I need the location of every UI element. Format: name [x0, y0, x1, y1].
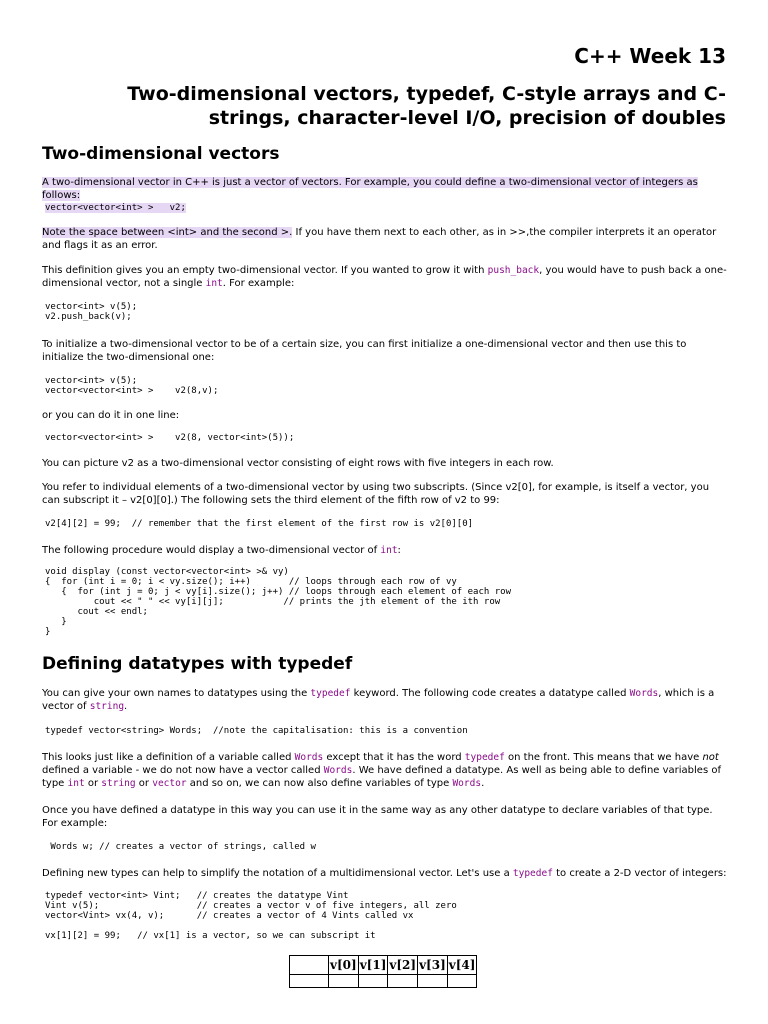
highlighted-text: A two-dimensional vector in C++ is just a vector of vectors. For example, you could define a two-dimensional vector of integers as follows:: [42, 177, 698, 201]
code-block: vx[1][2] = 99; // vx[1] is a vector, so we can subscript it: [45, 931, 376, 941]
paragraph: To initialize a two-dimensional vector to be of a certain size, you can first initialize a one-dimensional vector and then use this to initialize the two-dimensional one:: [42, 339, 687, 363]
paragraph: This looks just like a definition of a variable called Words except that it has the word typedef on the front. This means that we have not defined a variable - we do not now have a vector called Words. We have defined a datatype. As well as being able to define variables of type int or string or vector and so on, we can now also define variables of type Words.: [42, 752, 721, 789]
code-keyword: typedef: [464, 752, 505, 763]
section-heading-2d-vectors: Two-dimensional vectors: [42, 144, 280, 164]
page-subtitle: Two-dimensional vectors, typedef, C-style arrays and C-strings, character-level I/O, precision of doubles: [127, 83, 726, 129]
code-block: Words w; // creates a vector of strings, called w: [45, 842, 316, 852]
paragraph: This definition gives you an empty two-dimensional vector. If you wanted to grow it with push_back, you would have to push back a one-dimensional vector, not a single int. For example:: [42, 265, 727, 289]
table-header-cell: v[4]: [447, 956, 477, 975]
paragraph: The following procedure would display a two-dimensional vector of int:: [42, 545, 401, 556]
code-block: v2[4][2] = 99; // remember that the first element of the first row is v2[0][0]: [45, 519, 474, 529]
paragraph: Note the space between <int> and the second >. If you have them next to each other, as in >>,the compiler interprets it an operator and flags it as an error.: [42, 227, 717, 251]
code-keyword: int: [380, 545, 398, 556]
code-keyword: string: [101, 778, 136, 789]
table-header-cell: v[0]: [329, 956, 359, 975]
code-block: void display (const vector<vector<int> >& vy) { for (int i = 0; i < vy.size(); i++) // loops through each row of vy { for (int j = 0; j < vy[i].size(); j++) // loops through each element of each row cout << " " << vy[i][j]; // prints the jth element of the ith row cout << endl; } }: [45, 567, 511, 637]
section-heading-typedef: Defining datatypes with typedef: [42, 654, 353, 674]
code-keyword: string: [89, 701, 125, 712]
code-block: typedef vector<string> Words; //note the capitalisation: this is a convention: [45, 726, 468, 736]
code-keyword: Words: [629, 688, 659, 699]
paragraph: You can give your own names to datatypes using the typedef keyword. The following code creates a datatype called Words, which is a vector of string.: [42, 688, 715, 712]
table-cell-empty: [447, 975, 477, 988]
code-keyword: typedef: [512, 868, 553, 879]
table-cell-empty: [329, 975, 359, 988]
table-header-cell: v[3]: [418, 956, 448, 975]
table-cell-empty: [418, 975, 448, 988]
code-block: vector<vector<int> > v2(8, vector<int>(5));: [45, 433, 295, 443]
highlighted-text: Note the space between <int> and the second >.: [42, 227, 293, 238]
code-keyword: Words: [294, 752, 324, 763]
table-cell-empty: [388, 975, 418, 988]
paragraph: [42, 176, 728, 202]
code-block: vector<int> v(5); vector<vector<int> > v2(8,v);: [45, 376, 219, 396]
code-keyword: typedef: [310, 688, 351, 699]
code-block: vector<int> v(5); v2.push_back(v);: [45, 302, 138, 322]
paragraph: Once you have defined a datatype in this way you can use it in the same way as any other datatype to declare variables of that type. For example:: [42, 805, 713, 829]
code-keyword: int: [67, 778, 85, 789]
code-keyword: Words: [323, 765, 353, 776]
table-header-cell: v[1]: [358, 956, 388, 975]
code-block: typedef vector<int> Vint; // creates the datatype Vint Vint v(5); // creates a vector v of five integers, all zero vector<Vint> vx(4, v); // creates a vector of 4 Vints called vx: [45, 891, 457, 921]
vector-diagram-table: [289, 955, 477, 988]
table-cell-empty: [290, 956, 329, 975]
table-cell-empty: [358, 975, 388, 988]
paragraph: You refer to individual elements of a two-dimensional vector by using two subscripts. (Since v2[0], for example, is itself a vector, you can subscript it – v2[0][0].) The following sets the third element of the fifth row of v2 to 99:: [42, 482, 710, 506]
code-keyword: push_back: [487, 265, 540, 276]
code-keyword: Words: [452, 778, 482, 789]
table-header-cell: v[2]: [388, 956, 418, 975]
code-keyword: vector: [152, 778, 187, 789]
table-cell-empty: [290, 975, 329, 988]
paragraph: Defining new types can help to simplify the notation of a multidimensional vector. Let's use a typedef to create a 2-D vector of integers:: [42, 868, 727, 879]
page-title: C++ Week 13: [574, 44, 726, 68]
code-keyword: int: [205, 278, 223, 289]
code-block: vector<vector<int> > v2;: [45, 203, 186, 213]
paragraph: or you can do it in one line:: [42, 410, 180, 421]
paragraph: You can picture v2 as a two-dimensional vector consisting of eight rows with five integers in each row.: [42, 458, 554, 469]
